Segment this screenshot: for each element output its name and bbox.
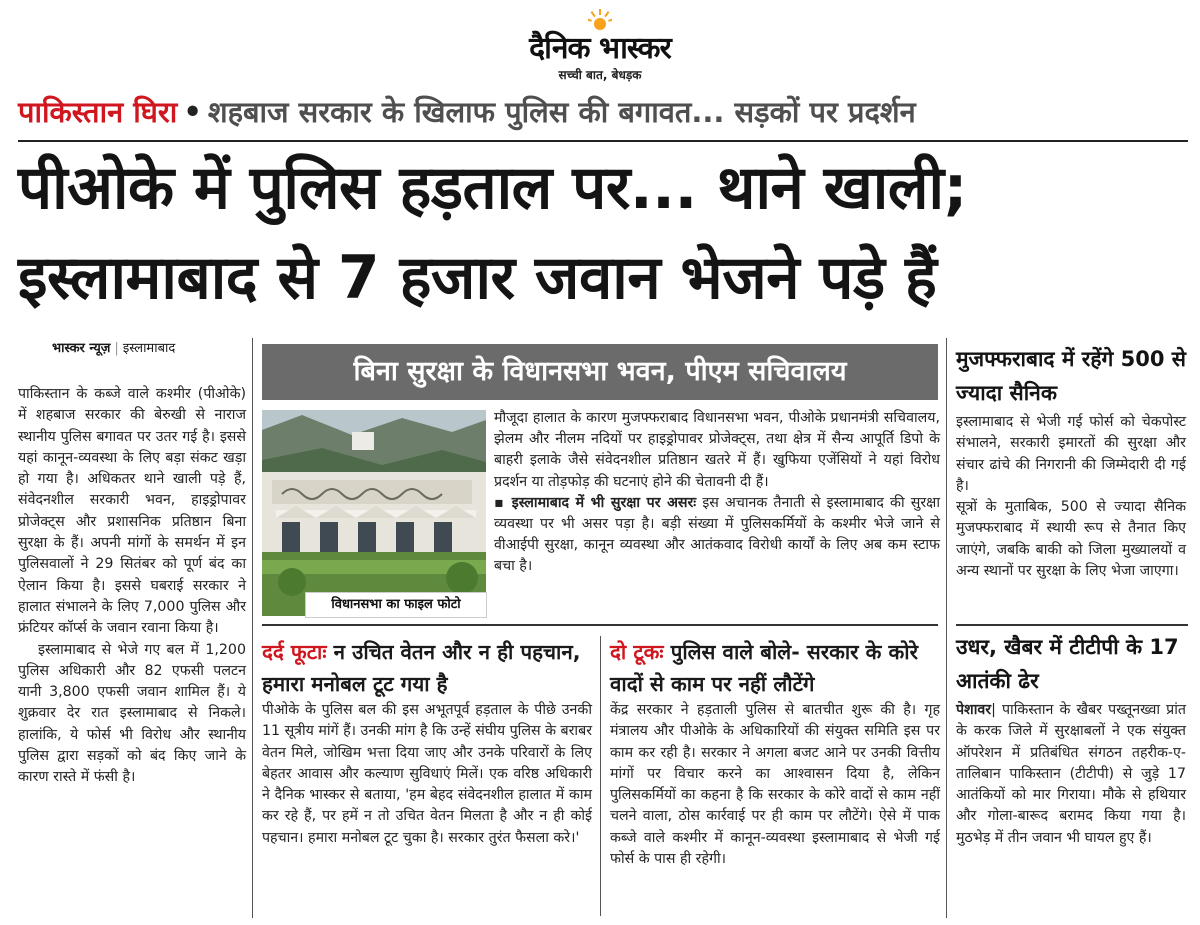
- kicker-line: [18, 88, 1188, 138]
- assembly-building-image: [262, 410, 486, 616]
- kicker-label: पाकिस्तान घिरा: [18, 95, 178, 129]
- dard-foota-head-text: न उचित वेतन और न ही पहचान, हमारा मनोबल टूट गया है: [262, 640, 581, 696]
- center-paragraph-1: मौजूदा हालात के कारण मुजफ्फराबाद विधानसभा भवन, पीओके प्रधानमंत्री सचिवालय, झेलम और नीलम नदियों पर हाइड्रोपावर प्रोजेक्ट्स, तथा क्षेत्र में सैन्य आपूर्ति डिपो के बाहरी इलाके जैसे संवेदनशील प्रतिष्ठान खतरे में हैं। खुफिया एजेंसियों ने यहां विरोध प्रदर्शन या तोड़फोड़ की घटनाएं होने की चेतावनी दी हैं।: [494, 410, 940, 490]
- right-divider: [956, 624, 1188, 626]
- do-took-story: केंद्र सरकार ने हड़ताली पुलिस से बातचीत शुरू की है। गृह मंत्रालय और पीओके के अधिकारियों की संयुक्त समिति इस पर काम कर रही है। सरकार ने अगला बजट आने पर उनकी वित्तीय मांगों पर विचार करने का आश्वासन दिया है, लेकिन पुलिसकर्मियों का कहना है कि सरकार के कोरे वादों से काम नहीं चलने वाला, ठोस कार्रवाई पर ही काम पर लौटेंगे। ऐसे में पाक कब्जे वाले कश्मीर में कानून-व्यवस्था इस्लामाबाद से भेजी गई फोर्स के पास ही रहेगी।: [610, 702, 940, 868]
- assembly-photo: [262, 410, 486, 616]
- center-paragraph-2: [494, 493, 940, 578]
- column-divider: [946, 338, 947, 918]
- headline-line-2: इस्लामाबाद से 7 हजार जवान भेजने पड़े हैं: [18, 243, 937, 313]
- photo-caption: विधानसभा का फाइल फोटो: [305, 592, 487, 618]
- kicker-divider: [18, 140, 1188, 142]
- byline: [52, 338, 232, 356]
- column-divider: [252, 338, 253, 918]
- do-took-label: दो टूकः: [610, 640, 664, 664]
- headline-line-1: पीओके में पुलिस हड़ताल पर... थाने खाली;: [18, 153, 968, 223]
- do-took-head-text: पुलिस वाले बोले- सरकार के कोरे वादों से काम पर नहीं लौटेंगे: [610, 640, 918, 696]
- dateline-separator: |: [991, 702, 996, 718]
- byline-place: इस्लामाबाद: [122, 341, 176, 356]
- right-story-2-headline: उधर, खैबर में टीटीपी के 17 आतंकी ढेर: [956, 635, 1179, 693]
- dard-foota-story: पीओके के पुलिस बल की इस अभूतपूर्व हड़ताल के पीछे उनकी 11 सूत्रीय मांगें हैं। उनकी मांग है कि उन्हें संघीय पुलिस के बराबर वेतन मिले, जोखिम भत्ता दिया जाए और उनके परिवारों के लिए बेहतर आवास और कल्याण सुविधाएं मिलें। एक वरिष्ठ अधिकारी ने दैनिक भास्कर से बताया, 'हम बेहद संवेदनशील हालात में काम कर रहे हैं, पर हमें न तो उचित वेतन मिलता है और न ही कोई पहचान। हमारा मनोबल टूट चुका है। सरकार तुरंत फैसला करे।': [262, 702, 592, 846]
- column-divider: [600, 636, 601, 916]
- right-story-1: [956, 412, 1186, 582]
- right-story-1-paragraph-2: सूत्रों के मुताबिक, 500 से ज्यादा सैनिक मुजफ्फराबाद में स्थायी रूप से तैनात किए जाएंगे, जबकि बाकी को जिला मुख्यालयों व अन्य स्थानों पर सुरक्षा के लिए भेजा जाएगा।: [956, 499, 1186, 580]
- kicker-text: शहबाज सरकार के खिलाफ पुलिस की बगावत... सड़कों पर प्रदर्शन: [207, 95, 916, 129]
- center-paragraph-2-text: इस अचानक तैनाती से इस्लामाबाद की सुरक्षा व्यवस्था पर भी असर पड़ा है। बड़ी संख्या में पुलिसकर्मियों के कश्मीर भेजे जाने से वीआईपी सुरक्षा, कानून व्यवस्था और आतंकवाद विरोधी कार्यों के लिए अब कम स्टाफ बचा है।: [494, 494, 940, 575]
- brand-tagline: सच्ची बात, बेधड़क: [558, 68, 642, 82]
- right-story-1-headline: मुजफ्फराबाद में रहेंगे 500 से ज्यादा सैनिक: [956, 347, 1186, 405]
- right-story-2-dateline: पेशावर: [956, 702, 992, 718]
- left-paragraph-2: इस्लामाबाद से भेजे गए बल में 1,200 पुलिस अधिकारी और 82 एफसी पलटन यानी 3,800 एफसी जवान शामिल हैं। ये शुक्रवार देर रात इस्लामाबाद से निकले। हालांकि, ये फोर्स भी विरोध और स्थानीय पुलिस द्वारा सड़कों को बंद किए जाने के कारण रास्ते में फंसी है।: [18, 641, 246, 786]
- center-subhead: ▪ इस्लामाबाद में भी सुरक्षा पर असरः: [494, 494, 697, 511]
- center-box-title: बिना सुरक्षा के विधानसभा भवन, पीएम सचिवालय: [262, 344, 938, 400]
- kicker-bullet: •: [183, 95, 202, 129]
- right-story-2: [956, 700, 1186, 849]
- center-divider: [262, 624, 938, 626]
- byline-source: भास्कर न्यूज़: [52, 341, 111, 356]
- masthead: [470, 4, 730, 86]
- brand-name: दैनिक भास्कर: [529, 31, 671, 66]
- dard-foota-headline: [262, 636, 592, 700]
- left-paragraph-1: पाकिस्तान के कब्जे वाले कश्मीर (पीओके) में शहबाज सरकार की बेरुखी से नाराज स्थानीय पुलिस बगावत पर उतर गई है। इससे यहां कानून-व्यवस्था के लिए बड़ा संकट खड़ा हो गया है। अधिकतर थाने खाली पड़े हैं, संवेदनशील सरकारी भवन, हाइड्रोपावर प्रोजेक्ट्स और प्रशासनिक प्रतिष्ठान बिना सुरक्षा के हैं। अपनी मांगों के समर्थन में इन पुलिसवालों ने 29 सितंबर को पूर्ण बंद का ऐलान किया है। इससे घबराई सरकार ने हालात संभालने के लिए 7,000 पुलिस और फ्रंटियर कॉर्प्स के जवान रवाना किया है।: [18, 386, 246, 637]
- center-box-story: [494, 408, 940, 578]
- byline-separator: |: [114, 341, 119, 356]
- dard-foota-label: दर्द फूटाः: [262, 640, 327, 664]
- right-story-2-text: पाकिस्तान के खैबर पख्तूनख्वा प्रांत के करक जिले में सुरक्षाबलों ने एक संयुक्त ऑपरेशन में प्रतिबंधित संगठन तहरीक-ए-तालिबान पाकिस्तान (टीटीपी) से जुड़े 17 आतंकियों को मार गिराया। मौके से हथियार और गोला-बारूद बरामद किया गया है। मुठभेड़ में तीन जवान भी घायल हुए हैं।: [956, 702, 1186, 846]
- sun-logo-icon: [588, 8, 612, 32]
- do-took-headline: [610, 636, 940, 700]
- right-story-1-paragraph-1: इस्लामाबाद से भेजी गई फोर्स को चेकपोस्ट संभालने, सरकारी इमारतों की सुरक्षा और संचार ढांचे की निगरानी की जिम्मेदारी दी गई है।: [956, 414, 1186, 494]
- left-column-story: [18, 384, 246, 789]
